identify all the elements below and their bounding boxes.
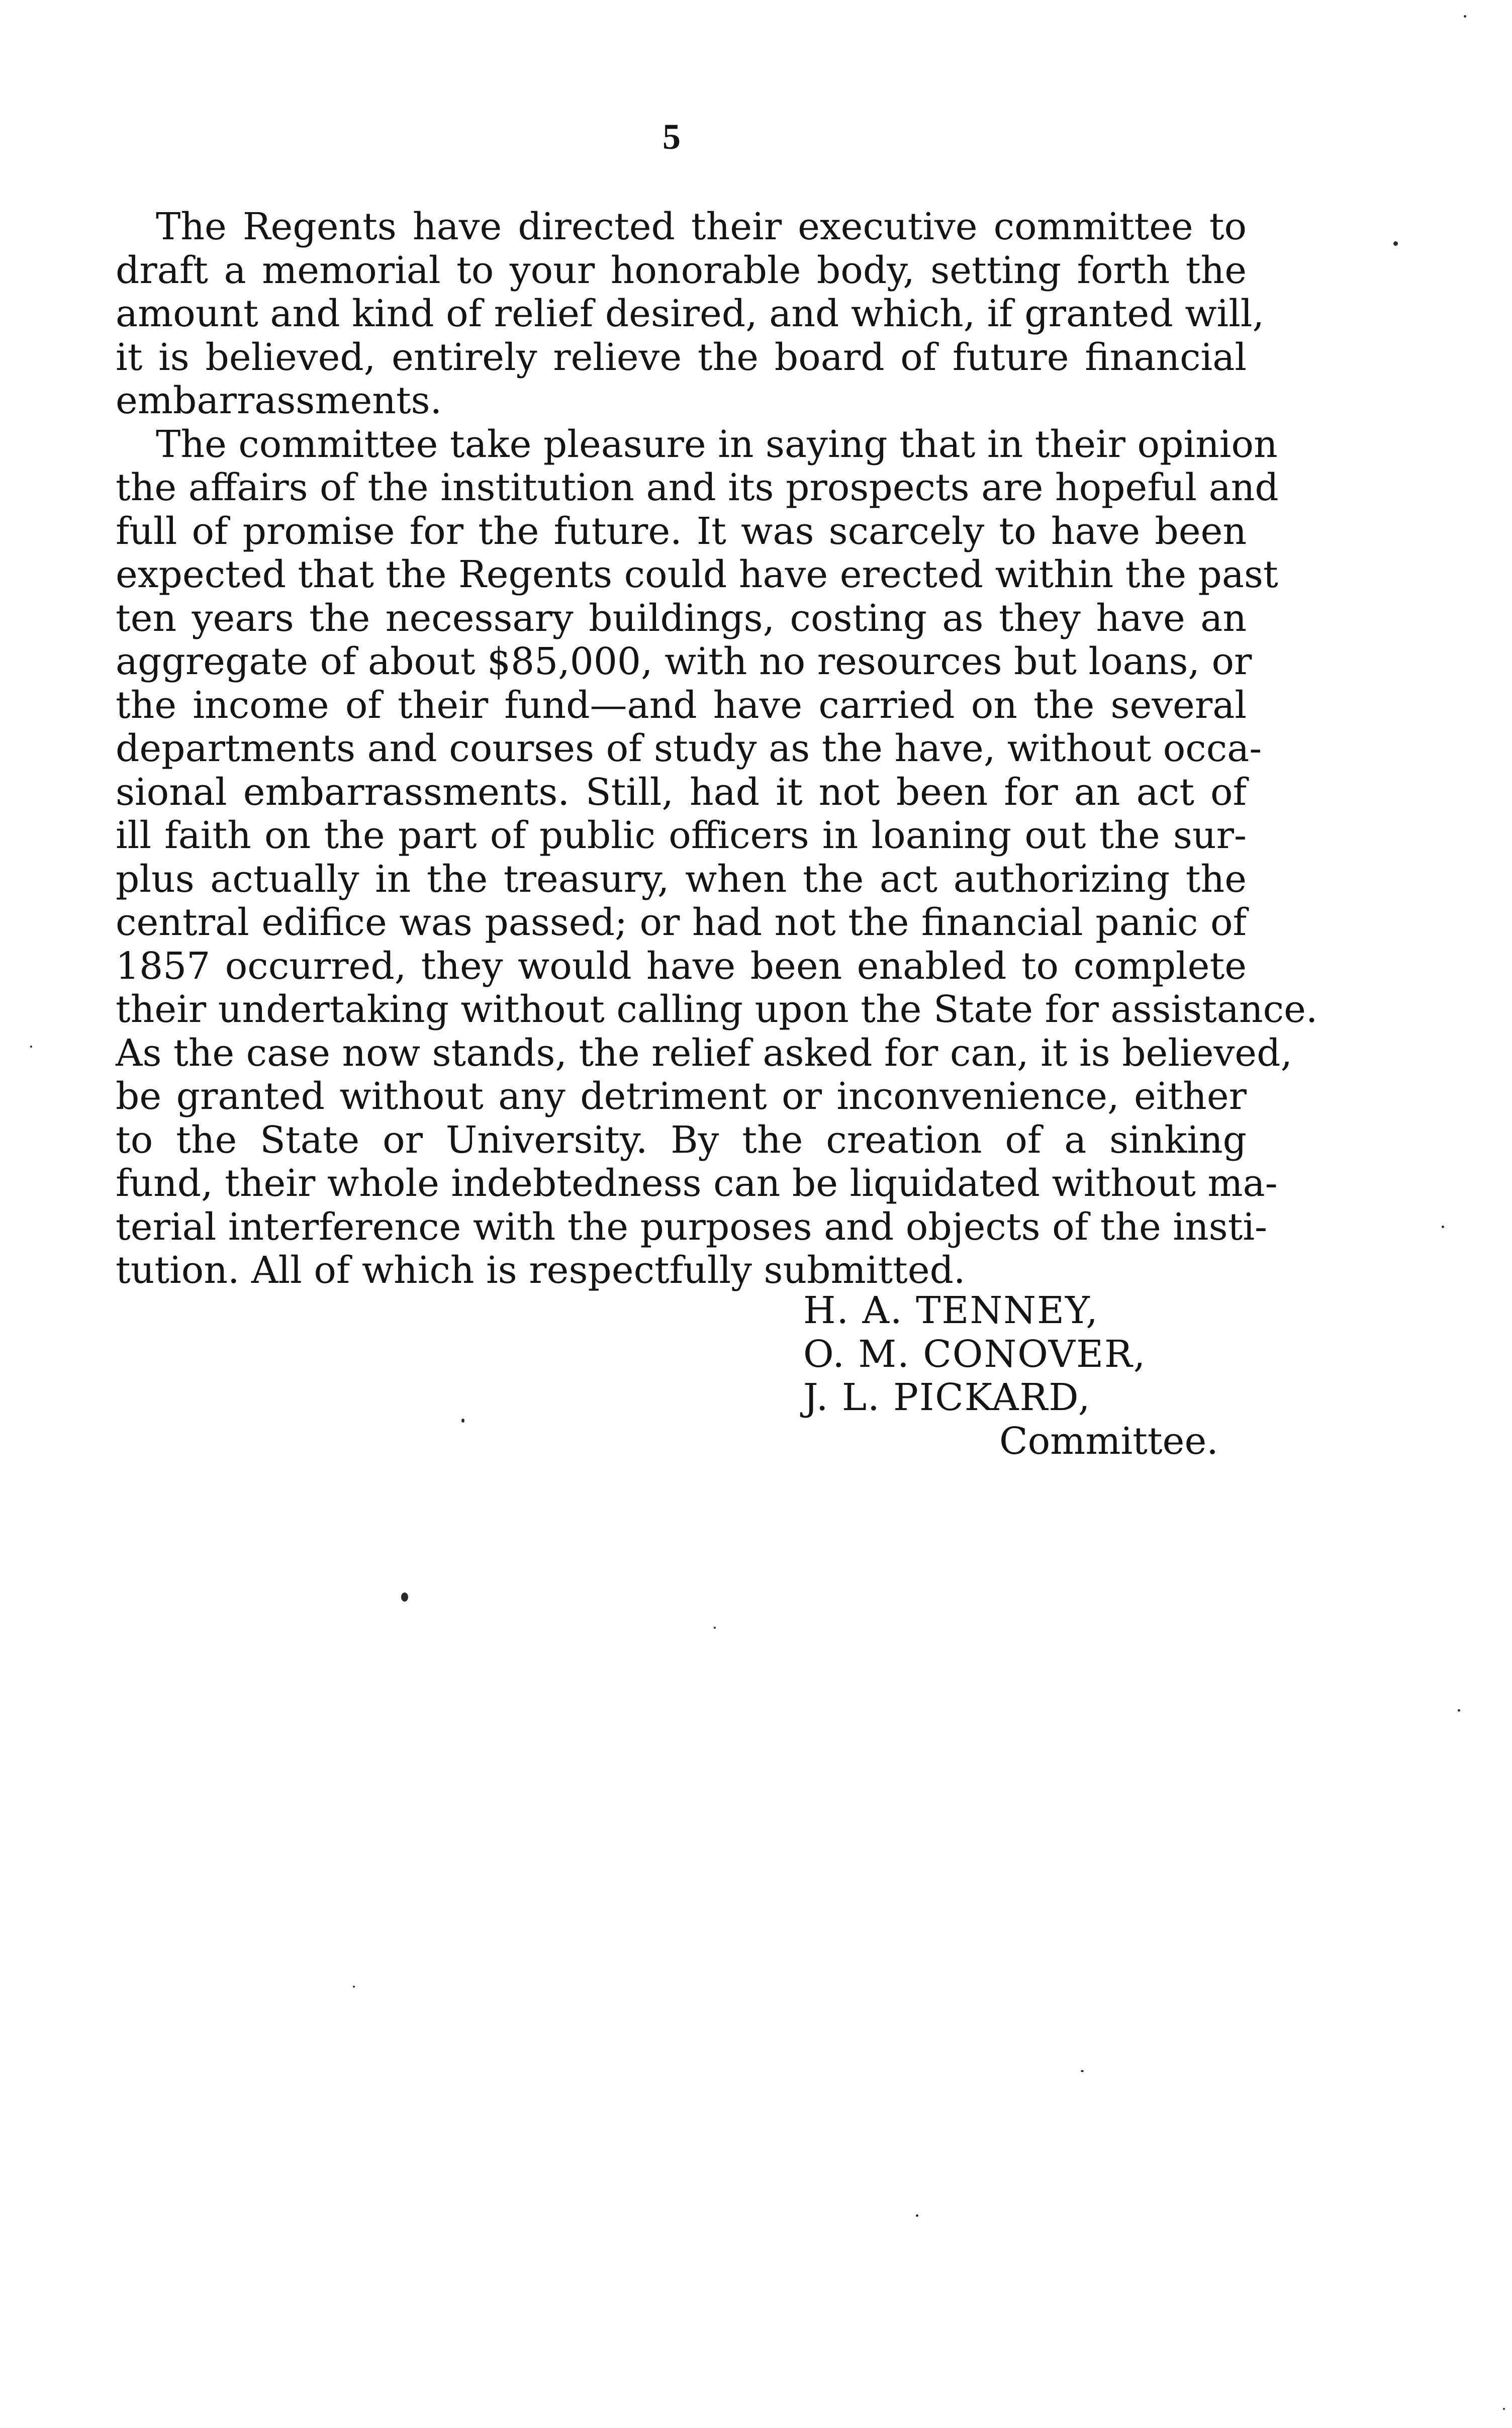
paragraph-2-line: The committee take pleasure in saying that in their opinion	[156, 422, 1278, 466]
paragraph-2-line: As the case now stands, the relief asked for can, it is believed,	[116, 1031, 1292, 1075]
paragraph-1-line: it is believed, entirely relieve the board of future financial	[116, 335, 1247, 379]
paragraph-1-line: amount and kind of relief desired, and which, if granted will,	[116, 292, 1265, 335]
paragraph-2-line: the income of their fund—and have carried on the several	[116, 683, 1247, 727]
print-speck	[30, 1046, 32, 1048]
paragraph-2-line: their undertaking without calling upon the State for assistance.	[116, 988, 1318, 1031]
paragraph-2-line: aggregate of about $85,000, with no resources but loans, or	[116, 640, 1252, 683]
print-speck	[916, 2214, 918, 2217]
print-speck	[714, 1627, 716, 1629]
signatory-name: H. A. TENNEY,	[803, 1289, 1099, 1332]
print-speck	[461, 1419, 464, 1423]
print-speck	[1081, 2070, 1084, 2072]
paragraph-2-line: ill faith on the part of public officers in loaning out the sur-	[116, 814, 1247, 857]
paragraph-2-line: tution. All of which is respectfully submitted.	[116, 1249, 966, 1292]
paragraph-2-line: fund, their whole indebtedness can be liquidated without ma-	[116, 1162, 1278, 1205]
paragraph-1-line: draft a memorial to your honorable body, setting forth the	[116, 248, 1247, 292]
paragraph-2-line: ten years the necessary buildings, costing as they have an	[116, 596, 1247, 640]
paragraph-1-line: The Regents have directed their executive committee to	[156, 205, 1247, 248]
print-speck	[353, 1986, 355, 1988]
signature-block	[803, 1289, 1218, 1463]
print-speck	[1503, 2408, 1505, 2410]
paragraph-2-line: terial interference with the purposes and objects of the insti-	[116, 1205, 1268, 1249]
report-body	[116, 205, 1318, 1292]
paragraph-2-line: 1857 occurred, they would have been enabled to complete	[116, 944, 1247, 988]
print-speck	[401, 1593, 408, 1602]
signatory-name: J. L. PICKARD,	[803, 1376, 1091, 1419]
paragraph-2-line: sional embarrassments. Still, had it not been for an act of	[116, 770, 1247, 814]
signature-role: Committee.	[999, 1419, 1218, 1463]
paragraph-2-line: full of promise for the future. It was scarcely to have been	[116, 509, 1247, 553]
print-speck	[1442, 1226, 1444, 1228]
paragraph-2-line: departments and courses of study as the have, without occa-	[116, 727, 1262, 770]
paragraph-2-line: to the State or University. By the creation of a sinking	[116, 1118, 1247, 1162]
paragraph-2-line: plus actually in the treasury, when the act authorizing the	[116, 857, 1247, 901]
paragraph-2-line: be granted without any detriment or inconvenience, either	[116, 1075, 1247, 1118]
print-speck	[1458, 1709, 1460, 1712]
paragraph-2-line: the affairs of the institution and its prospects are hopeful and	[116, 466, 1279, 509]
paragraph-1-line: embarrassments.	[116, 379, 442, 422]
paragraph-2-line: central edifice was passed; or had not the financial panic of	[116, 901, 1247, 944]
print-speck	[1393, 241, 1398, 246]
signatory-name: O. M. CONOVER,	[803, 1332, 1147, 1376]
page-number: 5	[663, 117, 681, 157]
print-speck	[1464, 15, 1466, 18]
paragraph-2-line: expected that the Regents could have erected within the past	[116, 553, 1278, 596]
